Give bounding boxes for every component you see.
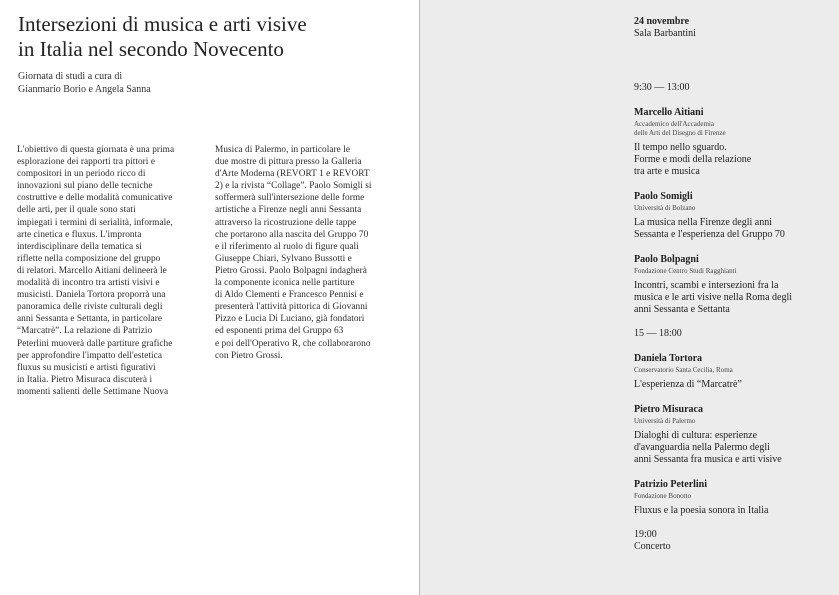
body-text-line: e poi dell'Operativo R, che collaborarono (215, 338, 371, 349)
body-text-line: L'obiettivo di questa giornata è una prima (17, 145, 175, 155)
body-text-line: Peterlini muoverà dalle partiture grafiche (17, 338, 173, 349)
body-text-line: la componente iconica nelle partiture (215, 278, 355, 289)
talk-title-line: L'esperienza di “Marcatrè” (634, 379, 742, 390)
body-text-line: e il riferimento al ruolo di figure quali (215, 241, 359, 252)
body-text-line: con Pietro Grossi. (215, 350, 283, 361)
talk-title-line: d'avanguardia nella Palermo degli (634, 442, 770, 453)
talk-entry (634, 353, 834, 391)
body-text-line: soffermerà sull'intersezione delle forme (215, 193, 365, 204)
body-text-line: Pizzo e Lucia Di Luciano, già fondatori (215, 314, 365, 325)
body-text-line: esplorazione dei rapporti tra pittori e (17, 157, 155, 168)
event-date: 24 novembre (634, 16, 690, 27)
talk-title-line: Incontri, scambi e intersezioni fra la (634, 280, 779, 291)
body-text-line: che portarono alla nascita del Gruppo 70 (215, 229, 369, 240)
body-text-column-2 (215, 144, 410, 362)
talk-title-line: musica e le arti visive nella Roma degli (634, 292, 793, 303)
curators-subtitle (18, 70, 151, 96)
talk-title-line: Forme e modi della relazione (634, 154, 752, 165)
body-text-line: artistiche a Firenze negli anni Sessanta (215, 205, 362, 216)
body-text-line: due mostre di pittura presso la Galleria (215, 157, 362, 168)
body-text-line: “Marcatrè”. La relazione di Patrizio (17, 326, 153, 337)
body-text-line: compositori in un periodo ricco di (17, 169, 146, 180)
concert-label: Concerto (634, 541, 671, 552)
body-text-line: Pietro Grossi. Paolo Bolpagni indagherà (215, 265, 367, 276)
body-text-line: per approfondire l'impatto dell'estetica (17, 350, 163, 361)
title-line: Intersezioni di musica e arti visive (18, 12, 307, 36)
body-text-line: Musica di Palermo, in particolare le (215, 145, 351, 155)
morning-session-time (634, 82, 834, 94)
talk-title (634, 430, 834, 466)
speaker-name: Daniela Tortora (634, 353, 703, 364)
speaker-name: Marcello Aitiani (634, 107, 704, 118)
body-text-line: in Italia. Pietro Misuraca discuterà i (17, 374, 153, 385)
affiliation-line: Università di Bolzano (634, 204, 696, 212)
body-text-line: anni Sessanta e Settanta, in particolare (17, 314, 163, 325)
afternoon-time-text: 15 — 18:00 (634, 328, 682, 339)
body-text-line: costruttive e delle modalità comunicative (17, 193, 173, 204)
body-text-line: presenterà l'attività pittorica di Giovanni (215, 302, 368, 313)
body-text-line: interdisciplinare della tematica si (17, 241, 142, 252)
speaker-affiliation (634, 417, 834, 426)
concert-time: 19:00 (634, 529, 657, 540)
affiliation-line: delle Arti del Disegno di Firenze (634, 129, 726, 137)
talk-title (634, 280, 834, 316)
event-date-block (634, 16, 834, 40)
affiliation-line: Accademico dell'Accademia (634, 120, 714, 128)
page-title (18, 12, 413, 62)
talk-entry (634, 254, 834, 316)
talk-title-line: anni Sessanta e Settanta (634, 304, 730, 315)
body-text-line: panoramica delle riviste culturali degli (17, 302, 163, 313)
body-text-line: innovazioni sul piano delle tecniche (17, 181, 153, 192)
talk-entry (634, 479, 834, 517)
body-text-line: attraverso la ricostruzione delle tappe (215, 217, 357, 228)
talk-title (634, 217, 834, 241)
speaker-name: Pietro Misuraca (634, 404, 703, 415)
speaker-name: Paolo Bolpagni (634, 254, 699, 265)
body-text-line: riflette nella composizione del gruppo (17, 253, 161, 264)
talk-title-line: La musica nella Firenze degli anni (634, 217, 773, 228)
talk-title-line: Dialoghi di cultura: esperienze (634, 430, 758, 441)
affiliation-line: Fondazione Bonotto (634, 492, 691, 500)
body-text-line: arte cinetica e fluxus. L'impronta (17, 229, 142, 240)
subtitle-line: Giornata di studi a cura di (18, 71, 123, 82)
body-text-line: Giuseppe Chiari, Sylvano Bussotti e (215, 253, 352, 264)
morning-time-text: 9:30 — 13:00 (634, 82, 690, 93)
speaker-name: Patrizio Peterlini (634, 479, 708, 490)
body-text-line: musicisti. Daniela Tortora proporrà una (17, 290, 166, 301)
affiliation-line: Fondazione Centro Studi Ragghianti (634, 267, 737, 275)
talk-entry (634, 191, 834, 241)
affiliation-line: Università di Palermo (634, 417, 696, 425)
talk-title (634, 505, 834, 517)
talk-entry (634, 404, 834, 466)
event-venue: Sala Barbantini (634, 28, 696, 39)
left-page (0, 0, 419, 595)
talk-title-line: Fluxus e la poesia sonora in Italia (634, 505, 769, 516)
body-text-column-1 (17, 144, 205, 398)
concert-block (634, 529, 834, 553)
speaker-affiliation (634, 492, 834, 501)
talk-title (634, 142, 834, 178)
body-text-line: 2) e la rivista “Collage”. Paolo Somigli si (215, 181, 372, 192)
body-text-line: di Aldo Clementi e Francesco Pennisi e (215, 290, 364, 301)
speaker-affiliation (634, 267, 834, 276)
speaker-name: Paolo Somigli (634, 191, 693, 202)
body-text-line: impiegati i termini di serialità, informale, (17, 217, 173, 228)
subtitle-line: Gianmario Borio e Angela Sanna (18, 84, 151, 95)
body-text-line: delle arti, per il quale sono stati (17, 205, 136, 216)
speaker-affiliation (634, 120, 834, 138)
talk-title-line: Sessanta e l'esperienza del Gruppo 70 (634, 229, 785, 240)
speaker-affiliation (634, 204, 834, 213)
affiliation-line: Conservatorio Santa Cecilia, Roma (634, 366, 733, 374)
body-text-line: fluxus su musicisti e artisti figurativi (17, 362, 156, 373)
afternoon-session-time (634, 328, 834, 340)
talk-title (634, 379, 834, 391)
speaker-affiliation (634, 366, 834, 375)
title-line: in Italia nel secondo Novecento (18, 37, 284, 61)
talk-title-line: tra arte e musica (634, 166, 700, 177)
talk-title-line: Il tempo nello sguardo. (634, 142, 727, 153)
body-text-line: momenti salienti delle Settimane Nuova (17, 386, 169, 397)
body-text-line: ed esponenti prima del Gruppo 63 (215, 326, 344, 337)
talk-title-line: anni Sessanta fra musica e arti visive (634, 454, 782, 465)
body-text-line: modalità di incontro tra artisti visivi e (17, 278, 160, 289)
body-text-line: d'Arte Moderna (REVORT 1 e REVORT (215, 169, 370, 180)
talk-entry (634, 107, 834, 178)
body-text-line: di relatori. Marcello Aitiani delineerà le (17, 265, 167, 276)
